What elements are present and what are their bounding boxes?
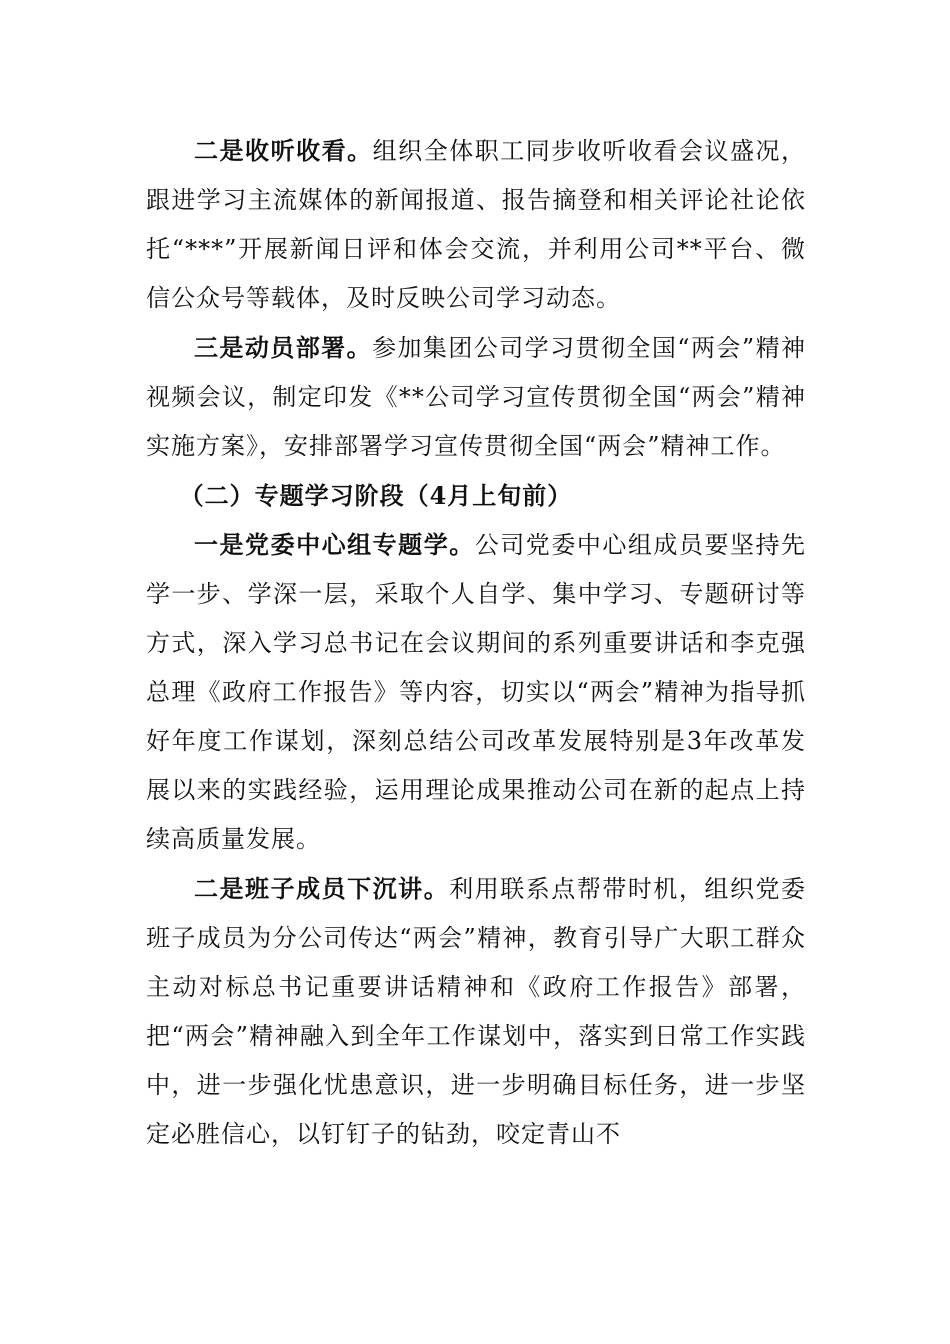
paragraph-team-members-lecture xyxy=(146,864,806,1159)
paragraph-mobilize-deploy xyxy=(146,323,806,471)
paragraph-text: 组织全体职工同步收听收看会议盛况，跟进学习主流媒体的新闻报道、报告摘登和相关评论社论依托“***”开展新闻日评和体会交流，并利用公司**平台、微信公众号等载体，及时反映公司学习动态。 xyxy=(146,137,807,312)
section-heading: （二）专题学习阶段（4月上旬前） xyxy=(179,481,573,510)
document-body xyxy=(146,126,806,1159)
paragraph-lead: 二是收听收看。 xyxy=(194,136,373,165)
paragraph-text: 利用联系点帮带时机，组织党委班子成员为分公司传达“两会”精神，教育引导广大职工群众主动对标总书记重要讲话精神和《政府工作报告》部署，把“两会”精神融入到全年工作谋划中，落实到日常工作实践中，进一步强化忧患意识，进一步明确目标任务，进一步坚定必胜信心，以钉钉子的钻劲，咬定青山不 xyxy=(146,875,807,1148)
paragraph-lead: 二是班子成员下沉讲。 xyxy=(194,874,450,903)
paragraph-text: 参加集团公司学习贯彻全国“两会”精神视频会议，制定印发《**公司学习宣传贯彻全国“两会”精神实施方案》，安排部署学习宣传贯彻全国“两会”精神工作。 xyxy=(146,334,807,460)
paragraph-lead: 一是党委中心组专题学。 xyxy=(194,530,475,559)
paragraph-central-group-study xyxy=(146,520,806,864)
paragraph-lead: 三是动员部署。 xyxy=(194,333,373,362)
paragraph-text: 公司党委中心组成员要坚持先学一步、学深一层，采取个人自学、集中学习、专题研讨等方式，深入学习总书记在会议期间的系列重要讲话和李克强总理《政府工作报告》等内容，切实以“两会”精神为指导抓好年度工作谋划，深刻总结公司改革发展特别是3年改革发展以来的实践经验，运用理论成果推动公司在新的起点上持续高质量发展。 xyxy=(146,531,807,853)
paragraph-listen-watch xyxy=(146,126,806,323)
